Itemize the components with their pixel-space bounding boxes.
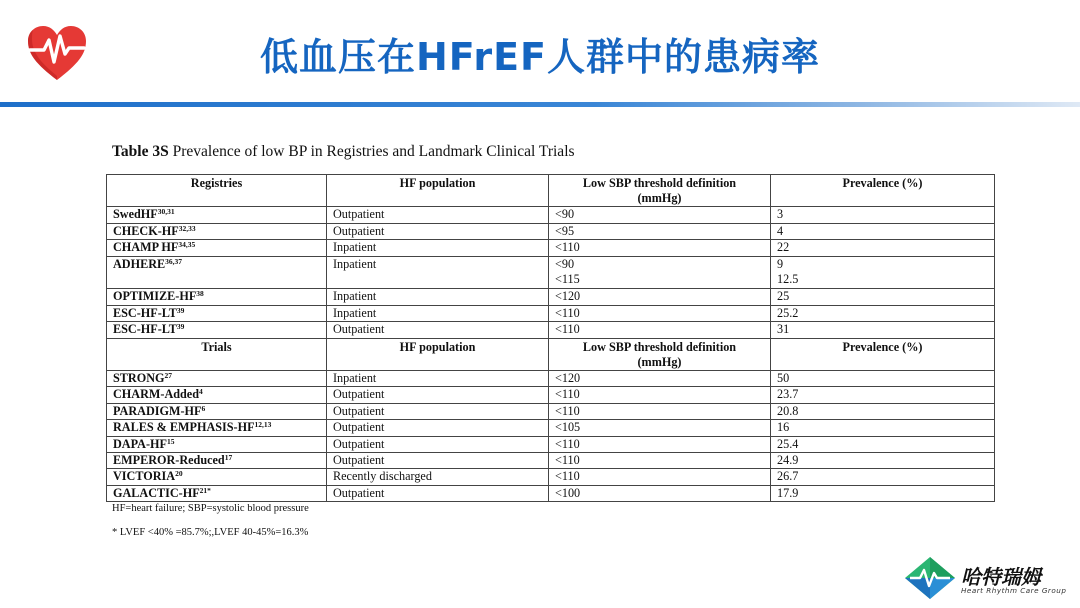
- trial-name: DAPA-HF: [113, 436, 167, 451]
- trial-population-cell: Outpatient: [327, 420, 549, 436]
- registry-name: OPTIMIZE-HF: [113, 289, 197, 304]
- trial-threshold-cell: <110: [549, 403, 771, 419]
- footnote-lvef: * LVEF <40% =85.7%;,LVEF 40-45%=16.3%: [112, 527, 309, 538]
- registry-prevalence-cell: 3: [771, 207, 995, 223]
- registry-name-cell: [107, 207, 327, 223]
- registry-population-cell: Inpatient: [327, 256, 549, 289]
- trial-population-cell: Inpatient: [327, 370, 549, 386]
- trial-name: CHARM-Added: [113, 387, 199, 402]
- registry-reference: 39: [176, 322, 185, 332]
- trial-name-cell: [107, 469, 327, 485]
- registry-name: CHECK-HF: [113, 223, 179, 238]
- trial-reference: 15: [166, 436, 175, 446]
- trial-name: VICTORIA: [113, 469, 176, 484]
- registries-header-cell: Prevalence (%): [771, 175, 995, 207]
- registry-threshold-cell: <120: [549, 289, 771, 305]
- trials-header-cell: HF population: [327, 338, 549, 370]
- trial-population-cell: Outpatient: [327, 452, 549, 468]
- trials-header-cell: Low SBP threshold definition (mmHg): [549, 338, 771, 370]
- registry-row: [107, 256, 995, 289]
- registry-prevalence-cell: 22: [771, 240, 995, 256]
- trial-name: PARADIGM-HF: [113, 403, 202, 418]
- registry-population-cell: Outpatient: [327, 207, 549, 223]
- registry-name: ESC-HF-LT: [113, 322, 177, 337]
- trial-row: [107, 387, 995, 403]
- trial-population-cell: Outpatient: [327, 387, 549, 403]
- prevalence-table: [106, 174, 995, 502]
- trial-reference: 6: [201, 403, 206, 413]
- trial-row: [107, 370, 995, 386]
- trials-header-cell: Trials: [107, 338, 327, 370]
- trial-prevalence-cell: 24.9: [771, 452, 995, 468]
- registries-header-row: [107, 175, 995, 207]
- trial-prevalence-cell: 17.9: [771, 485, 995, 501]
- trial-name: STRONG: [113, 370, 165, 385]
- table-caption-label: Table 3S: [112, 143, 169, 160]
- registry-threshold-cell: <110: [549, 322, 771, 338]
- trial-name-cell: [107, 403, 327, 419]
- trial-reference: 4: [199, 387, 203, 397]
- registry-reference: 34,35: [178, 240, 196, 250]
- registry-population-cell: Outpatient: [327, 322, 549, 338]
- registry-row: [107, 207, 995, 223]
- registry-threshold-cell: <110: [549, 240, 771, 256]
- registry-reference: 39: [176, 305, 185, 315]
- trial-row: [107, 420, 995, 436]
- trial-name-cell: [107, 436, 327, 452]
- trial-row: [107, 403, 995, 419]
- registry-prevalence-cell: 9 12.5: [771, 256, 995, 289]
- trial-name-cell: [107, 387, 327, 403]
- trial-threshold-cell: <110: [549, 436, 771, 452]
- trials-header-cell: Prevalence (%): [771, 338, 995, 370]
- trial-population-cell: Recently discharged: [327, 469, 549, 485]
- table-caption-text: Prevalence of low BP in Registries and Landmark Clinical Trials: [168, 143, 575, 160]
- trial-threshold-cell: <105: [549, 420, 771, 436]
- trial-reference: 12,13: [254, 420, 272, 430]
- trial-prevalence-cell: 50: [771, 370, 995, 386]
- registry-row: [107, 223, 995, 239]
- trial-threshold-cell: <120: [549, 370, 771, 386]
- trial-row: [107, 485, 995, 501]
- brand-name: 哈特瑞姆: [961, 565, 1041, 589]
- registry-population-cell: Inpatient: [327, 289, 549, 305]
- trial-reference: 27: [164, 370, 172, 380]
- trial-name-cell: [107, 452, 327, 468]
- registry-prevalence-cell: 25.2: [771, 305, 995, 321]
- registry-reference: 32,33: [178, 223, 196, 233]
- registry-name: CHAMP HF: [113, 240, 179, 255]
- trial-threshold-cell: <110: [549, 452, 771, 468]
- registry-threshold-cell: <95: [549, 223, 771, 239]
- registry-threshold-cell: <90 <115: [549, 256, 771, 289]
- trial-reference: 21*: [199, 485, 211, 495]
- trial-reference: 20: [175, 469, 183, 479]
- trial-threshold-cell: <110: [549, 387, 771, 403]
- brand-logo-icon: [904, 556, 956, 600]
- trial-population-cell: Outpatient: [327, 403, 549, 419]
- registry-name-cell: [107, 256, 327, 289]
- trial-row: [107, 452, 995, 468]
- registries-header-cell: HF population: [327, 175, 549, 207]
- registry-prevalence-cell: 31: [771, 322, 995, 338]
- trial-threshold-cell: <110: [549, 469, 771, 485]
- registry-name-cell: [107, 223, 327, 239]
- registry-reference: 30,31: [157, 207, 175, 217]
- registry-threshold-cell: <110: [549, 305, 771, 321]
- trial-name-cell: [107, 420, 327, 436]
- registry-prevalence-cell: 25: [771, 289, 995, 305]
- registry-name-cell: [107, 322, 327, 338]
- trials-header-row: [107, 338, 995, 370]
- footnote-abbreviations: HF=heart failure; SBP=systolic blood pressure: [112, 503, 309, 514]
- brand-subtitle: Heart Rhythm Care Group: [961, 586, 1067, 595]
- registry-row: [107, 322, 995, 338]
- registry-name-cell: [107, 305, 327, 321]
- registries-header-cell: Registries: [107, 175, 327, 207]
- registry-population-cell: Inpatient: [327, 240, 549, 256]
- registry-name: SwedHF: [113, 207, 158, 222]
- trial-prevalence-cell: 25.4: [771, 436, 995, 452]
- table-caption: [112, 143, 575, 161]
- registry-population-cell: Outpatient: [327, 223, 549, 239]
- trial-threshold-cell: <100: [549, 485, 771, 501]
- registry-name: ADHERE: [113, 256, 166, 271]
- registry-row: [107, 305, 995, 321]
- trial-name: RALES & EMPHASIS-HF: [113, 420, 255, 435]
- trial-prevalence-cell: 20.8: [771, 403, 995, 419]
- trial-name: GALACTIC-HF: [113, 485, 200, 500]
- trial-prevalence-cell: 16: [771, 420, 995, 436]
- trial-name-cell: [107, 485, 327, 501]
- registry-row: [107, 240, 995, 256]
- registry-population-cell: Inpatient: [327, 305, 549, 321]
- trial-name: EMPEROR-Reduced: [113, 452, 225, 467]
- trial-population-cell: Outpatient: [327, 436, 549, 452]
- registry-reference: 38: [196, 289, 204, 299]
- trial-prevalence-cell: 23.7: [771, 387, 995, 403]
- trial-reference: 17: [224, 452, 233, 462]
- trial-row: [107, 436, 995, 452]
- trial-row: [107, 469, 995, 485]
- registry-name-cell: [107, 289, 327, 305]
- trial-prevalence-cell: 26.7: [771, 469, 995, 485]
- trial-population-cell: Outpatient: [327, 485, 549, 501]
- registries-header-cell: Low SBP threshold definition (mmHg): [549, 175, 771, 207]
- registry-threshold-cell: <90: [549, 207, 771, 223]
- registry-name: ESC-HF-LT: [113, 305, 177, 320]
- registry-name-cell: [107, 240, 327, 256]
- registry-prevalence-cell: 4: [771, 223, 995, 239]
- trial-name-cell: [107, 370, 327, 386]
- registry-reference: 36,37: [165, 256, 183, 266]
- registry-row: [107, 289, 995, 305]
- slide-title: 低血压在HFrEF人群中的患病率: [260, 35, 820, 79]
- title-divider: [0, 102, 1080, 107]
